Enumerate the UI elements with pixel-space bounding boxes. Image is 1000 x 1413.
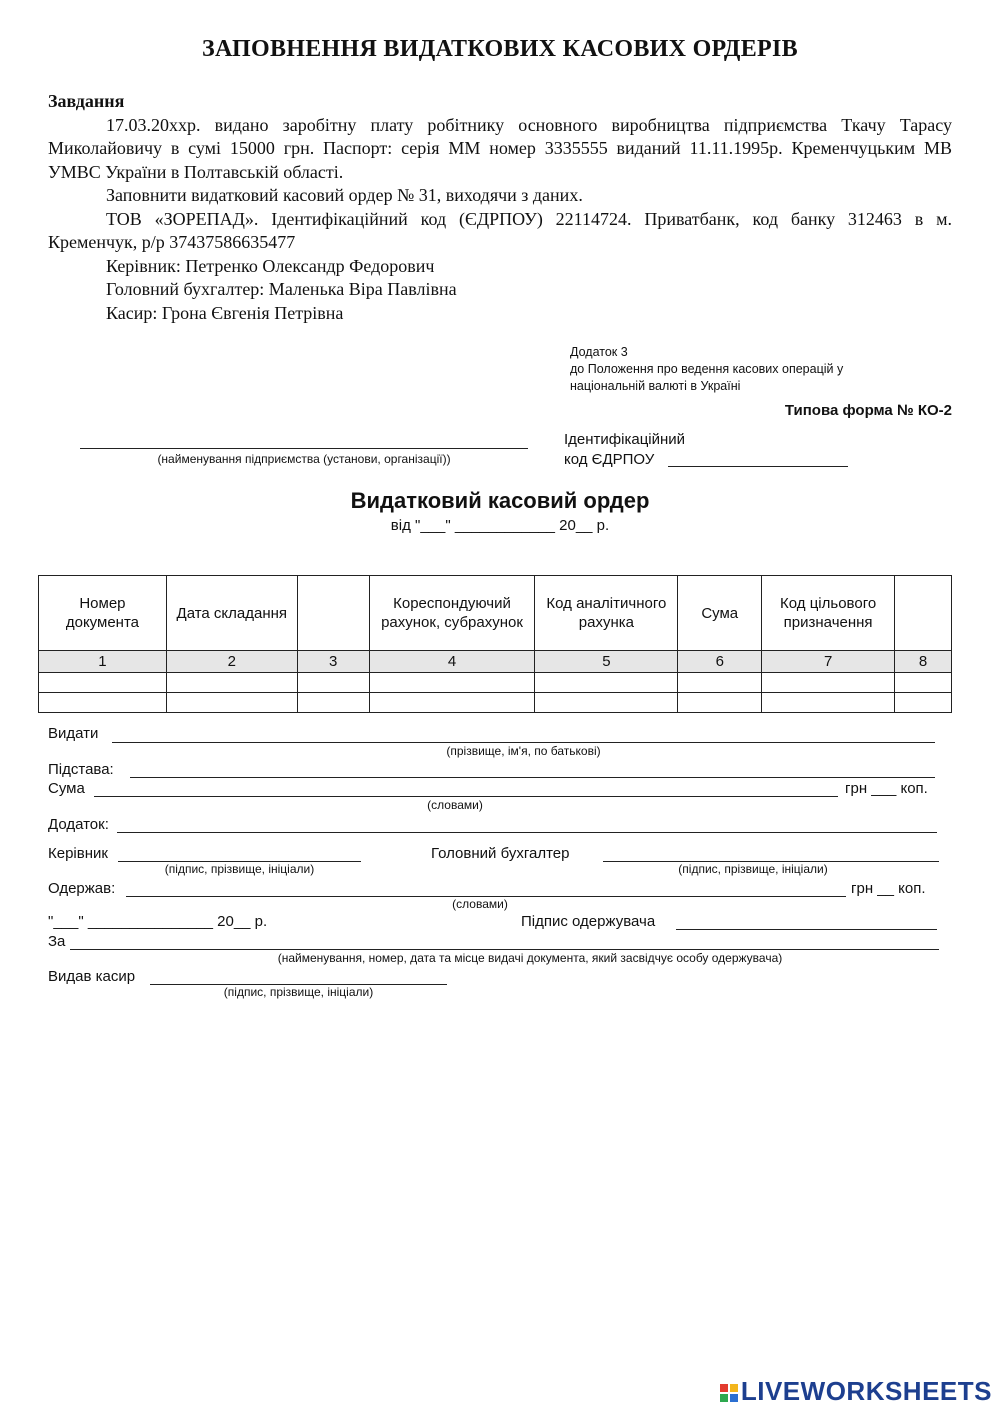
table-number-cell: 2 — [166, 651, 297, 673]
table-input-cell[interactable] — [895, 693, 952, 713]
table-number-cell: 4 — [369, 651, 535, 673]
for-label: За — [48, 933, 66, 950]
task-heading: Завдання — [48, 91, 125, 111]
task-cashier: Касир: Грона Євгенія Петрівна — [106, 302, 344, 323]
table-number-cell: 6 — [678, 651, 762, 673]
sum-words-caption: (словами) — [427, 798, 483, 812]
table-input-cell[interactable] — [762, 693, 895, 713]
table-input-cell[interactable] — [678, 673, 762, 693]
logo-icon — [719, 1383, 741, 1403]
table-input-cell[interactable] — [166, 693, 297, 713]
table-header-cell — [297, 576, 369, 651]
appendix-note — [570, 344, 930, 395]
recipient-sign-label: Підпис одержувача — [521, 913, 656, 930]
sum-label: Сума — [48, 780, 85, 797]
received-currency: грн __ коп. — [851, 880, 926, 897]
table-header-cell: Номер документа — [39, 576, 167, 651]
table-input-cell[interactable] — [762, 673, 895, 693]
task-paragraph-3: ТОВ «ЗОРЕПАД». Ідентифікаційний код (ЄДРПОУ) 22114724. Приватбанк, код банку 312463 в м. Кременчук, р/р 37437586635477 — [48, 208, 952, 252]
appendix-line-3: національній валюті в Україні — [570, 379, 741, 393]
liveworksheets-logo — [719, 1376, 992, 1407]
chief-accountant-label: Головний бухгалтер — [431, 845, 570, 862]
task-paragraph-1: 17.03.20ххр. видано заробітну плату робітнику основного виробництва підприємства Ткачу Тарасу Миколайовичу в сумі 15000 грн. Паспорт: серія ММ номер 3335555 виданий 11.11.1995р. Кременчуцьким МВ УМВС України в Полтавській області. — [48, 114, 952, 182]
receipt-date[interactable]: "___" _______________ 20__ р. — [48, 913, 268, 930]
attachment-label: Додаток: — [48, 816, 109, 833]
page-title: ЗАПОВНЕННЯ ВИДАТКОВИХ КАСОВИХ ОРДЕРІВ — [202, 36, 798, 62]
id-label-2: код ЄДРПОУ — [564, 451, 655, 468]
org-caption: (найменування підприємства (установи, організації)) — [157, 452, 451, 466]
table-number-cell: 7 — [762, 651, 895, 673]
issue-line[interactable] — [112, 742, 935, 743]
appendix-line-2: до Положення про ведення касових операцій у — [570, 362, 844, 376]
table-input-cell[interactable] — [895, 673, 952, 693]
manager-label: Керівник — [48, 845, 108, 862]
order-title: Видатковий касовий ордер — [350, 488, 650, 513]
table-header-cell — [895, 576, 952, 651]
table-input-cell[interactable] — [678, 693, 762, 713]
table-row — [39, 673, 952, 693]
id-document-line[interactable] — [70, 949, 939, 950]
cashier-sign-caption: (підпис, прізвище, ініціали) — [223, 985, 374, 999]
table-input-cell[interactable] — [39, 693, 167, 713]
table-input-cell[interactable] — [297, 693, 369, 713]
basis-label: Підстава: — [48, 761, 114, 778]
sum-currency: грн ___ коп. — [845, 780, 928, 797]
table-header-cell: Кореспондуючий рахунок, субрахунок — [369, 576, 535, 651]
sum-line[interactable] — [94, 796, 838, 797]
table-number-cell: 1 — [39, 651, 167, 673]
table-number-cell: 5 — [535, 651, 678, 673]
task-manager: Керівник: Петренко Олександр Федорович — [106, 255, 435, 276]
chief-accountant-sign-caption: (підпис, прізвище, ініціали) — [678, 862, 828, 876]
table-input-cell[interactable] — [166, 673, 297, 693]
table-input-cell[interactable] — [535, 693, 678, 713]
cashier-label: Видав касир — [48, 968, 136, 985]
manager-sign-caption: (підпис, прізвище, ініціали) — [164, 862, 315, 876]
form-type: Типова форма № КО-2 — [784, 402, 952, 419]
table-number-cell: 8 — [895, 651, 952, 673]
table-header-cell: Дата складання — [166, 576, 297, 651]
appendix-line-1: Додаток 3 — [570, 345, 628, 359]
issue-label: Видати — [48, 725, 99, 742]
table-input-cell[interactable] — [535, 673, 678, 693]
table-number-cell: 3 — [297, 651, 369, 673]
table-number-row — [39, 651, 952, 673]
task-paragraph-2: Заповнити видатковий касовий ордер № 31, виходячи з даних. — [106, 185, 583, 205]
table-row — [39, 693, 952, 713]
order-table — [38, 575, 952, 713]
basis-line[interactable] — [130, 777, 935, 778]
task-block — [48, 90, 952, 325]
table-header-row — [39, 576, 952, 651]
table-input-cell[interactable] — [369, 693, 535, 713]
edrpou-line[interactable] — [668, 466, 848, 467]
received-label: Одержав: — [48, 880, 116, 897]
attachment-line[interactable] — [117, 832, 937, 833]
recipient-sign-line[interactable] — [676, 929, 937, 930]
id-label-1: Ідентифікаційний — [564, 431, 686, 448]
table-input-cell[interactable] — [369, 673, 535, 693]
table-header-cell: Код аналітичного рахунка — [535, 576, 678, 651]
logo-text: LIVEWORKSHEETS — [740, 1376, 992, 1406]
id-document-caption: (найменування, номер, дата та місце видачі документа, який засвідчує особу одержувача) — [277, 951, 783, 965]
table-input-cell[interactable] — [297, 673, 369, 693]
order-date[interactable]: від "___" ____________ 20__ р. — [390, 517, 610, 534]
table-header-cell: Код цільового призначення — [762, 576, 895, 651]
table-input-cell[interactable] — [39, 673, 167, 693]
table-header-cell: Сума — [678, 576, 762, 651]
issue-caption: (прізвище, ім'я, по батькові) — [446, 744, 601, 758]
task-chief-accountant: Головний бухгалтер: Маленька Віра Павлівна — [106, 279, 457, 299]
received-words-caption: (словами) — [452, 897, 508, 911]
org-name-line[interactable] — [80, 448, 528, 449]
